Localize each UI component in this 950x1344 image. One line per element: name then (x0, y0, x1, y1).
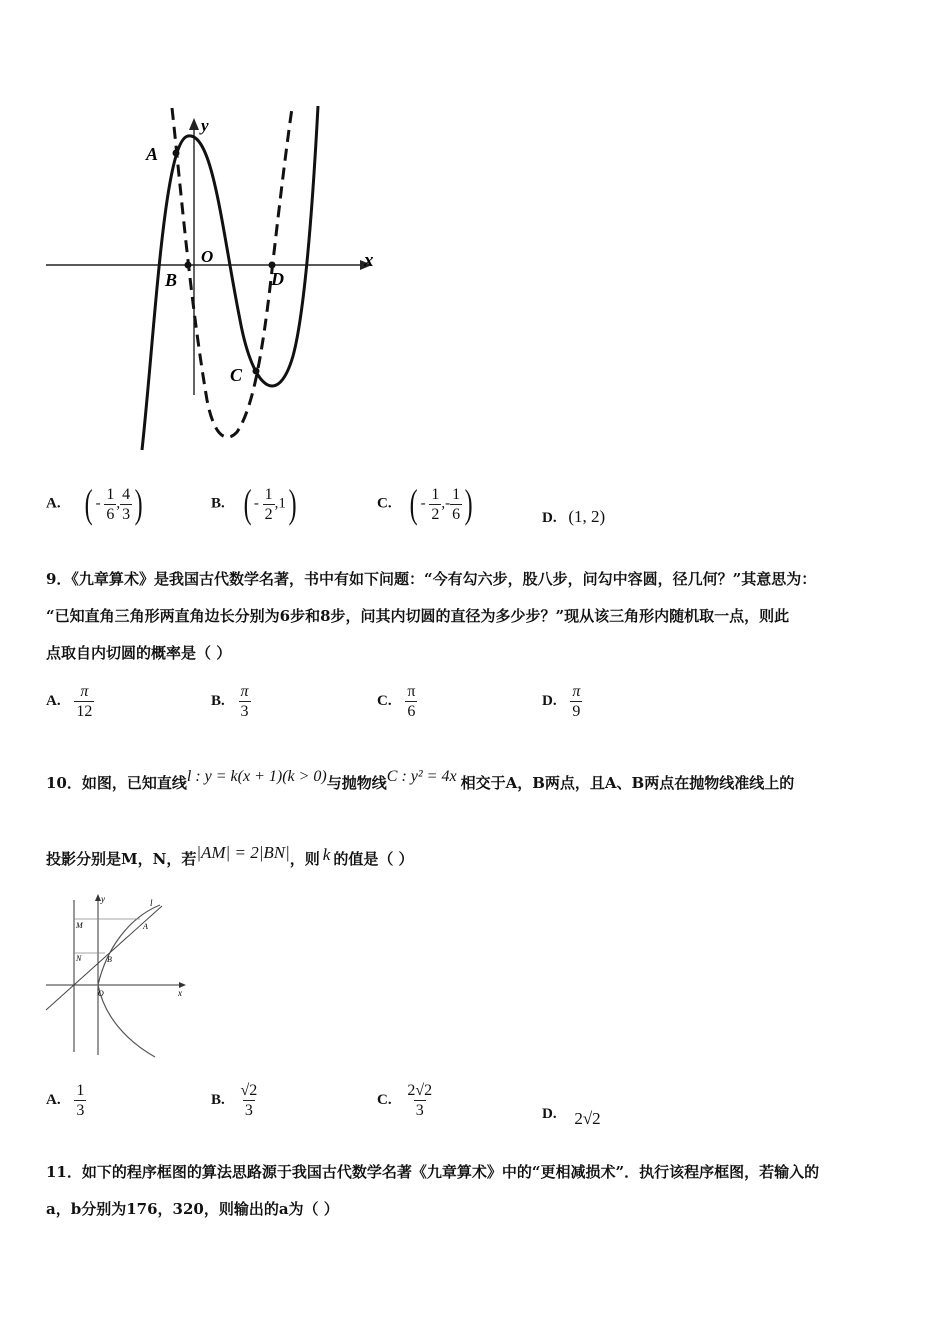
q9-option-d: D. $\frac{\pi}{9}$ (542, 683, 581, 720)
q9-option-a: A. $\frac{\pi}{12}$ (46, 683, 93, 720)
q9-line-2: “已知直角三角形两直角边长分别为6步和8步，问其内切圆的直径为多少步？”现从该三角形内随机取一点，则此 (46, 607, 790, 625)
q8-option-a: A. ( - $\frac{1}{6}$ , $\frac{4}{3}$ ) (46, 481, 143, 526)
parabola-curve (98, 905, 160, 1057)
fig-label-o: O (98, 989, 104, 998)
q8-option-c: C. ( - $\frac{1}{2}$ ,- $\frac{1}{6}$ ) (377, 481, 473, 526)
label-y: y (201, 116, 209, 135)
q8-option-d: D. (1, 2) (542, 507, 606, 526)
point-a-dot (173, 150, 180, 157)
q9-option-b: B. $\frac{\pi}{3}$ (211, 683, 249, 720)
fig-label-b: B (107, 955, 112, 964)
q10-line-2: 投影分别是M，N，若|AM| = 2|BN|，则 k 的值是（ ） (46, 843, 414, 868)
fig-label-x: x (178, 988, 182, 998)
q9-option-c: C. $\frac{\pi}{6}$ (377, 683, 416, 720)
q10-option-b: B. $\frac{√2}{3}$ (211, 1082, 258, 1119)
q10-option-c: C. $\frac{2√2}{3}$ (377, 1082, 433, 1119)
q11-line-1: 11．如下的程序框图的算法思路源于我国古代数学名著《九章算术》中的“更相减损术”．执行该程序框图，若输入的 (46, 1163, 820, 1181)
q11-line-2: a，b分别为176，320，则输出的a为（ ） (46, 1200, 339, 1218)
fig-label-n: N (76, 954, 82, 963)
point-d-dot (269, 262, 276, 269)
q9-line-1: 9．《九章算术》是我国古代数学名著，书中有如下问题：“今有勾六步，股八步，问勾中容圆，径几何？”其意思为： (46, 570, 817, 588)
y-axis-arrow (189, 118, 199, 130)
label-origin: O (201, 247, 214, 266)
fig-label-y: y (101, 894, 105, 904)
q10-option-d: D. 2√2 (542, 1106, 601, 1128)
q9-line-3: 点取自内切圆的概率是（ ） (46, 644, 232, 662)
label-d: D (271, 269, 284, 289)
point-c-dot (253, 368, 260, 375)
fig-label-m: M (76, 921, 83, 930)
label-a: A (146, 144, 159, 164)
q10-option-a: A. $\frac{1}{3}$ (46, 1082, 85, 1119)
label-b: B (165, 270, 178, 290)
label-x: x (364, 250, 374, 271)
cubic-graph-figure (40, 100, 390, 460)
q10-line-1: 10．如图，已知直线l : y = k(x + 1)(k > 0)与抛物线C : y² = 4x 相交于A，B两点，且A、B两点在抛物线准线上的 (46, 768, 795, 792)
parabola-line-figure (40, 890, 200, 1060)
fig-label-a: A (143, 922, 148, 931)
point-b-dot (185, 262, 192, 269)
fig-label-l: l (150, 898, 153, 908)
label-c: C (230, 365, 243, 385)
q8-option-b: B. ( - $\frac{1}{2}$ ,1) (211, 481, 297, 526)
